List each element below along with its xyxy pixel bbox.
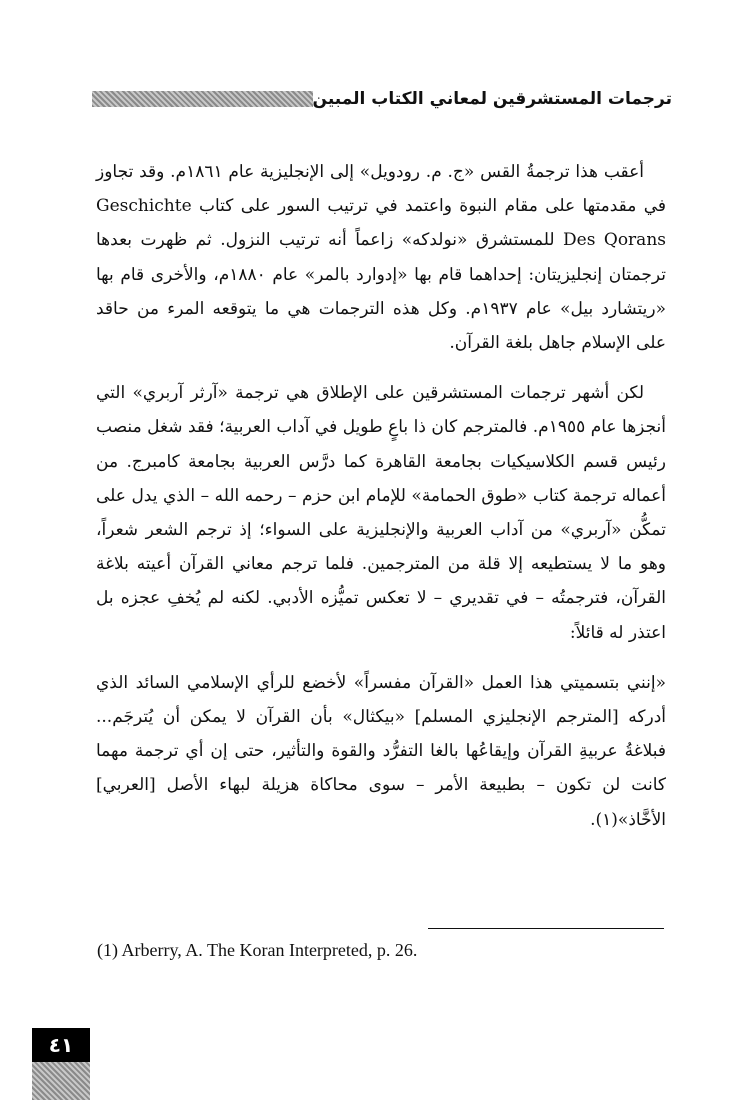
paragraph-2: لكن أشهر ترجمات المستشرقين على الإطلاق هي ترجمة «آرثر آربري» التي أنجزها عام ١٩٥٥م. فالمترجم كان ذا باعٍ طويل في آداب العربية؛ فقد شغل منصب رئيس قسم الكلاسيكيات بجامعة القاهرة كما درَّس العربية بجامعة كامبرج. من أعماله ترجمة كتاب «طوق الحمامة» للإمام ابن حزم – رحمه الله – الذي يدل على تمكُّن «آربري» من آداب العربية والإنجليزية على السواء؛ إذ ترجم الشعر شعراً، وهو ما لا يستطيعه إلا قلة من المترجمين. فلما ترجم معاني القرآن أعيته بلاغة القرآن، فترجمتُه – في تقديري – لا تعكس تميُّزه الأدبي. لكنه لم يُخفِ عجزه بل اعتذر له قائلاً:	[96, 383, 666, 643]
footnote: (1) Arberry, A. The Koran Interpreted, p. 26.	[97, 940, 418, 960]
page-corner-decoration	[32, 1062, 90, 1100]
header-title: ترجمات المستشرقين لمعاني الكتاب المبين	[312, 89, 672, 109]
footnote-separator	[428, 928, 664, 929]
paragraph-1: أعقب هذا ترجمةُ القس «ج. م. رودويل» إلى الإنجليزية عام ١٨٦١م. وقد تجاوز في مقدمتها على مقام النبوة واعتمد في ترتيب السور على كتاب Geschichte Des Qorans للمستشرق «نولدكه» زاعماً أنه ترتيب النزول. ثم ظهرت بعدها ترجمتان إنجليزيتان: إحداهما قام بها «إدوارد بالمر» عام ١٨٨٠م، والأخرى قام بها «ريتشارد بيل» عام ١٩٣٧م. وكل هذه الترجمات هي ما يتوقعه المرء من حاقد على الإسلام جاهل بلغة القرآن.	[96, 162, 666, 354]
quote-paragraph: «إنني بتسميتي هذا العمل «القرآن مفسراً» لأخضع للرأي الإسلامي السائد الذي أدركه [المترجم الإنجليزي المسلم] «بيكثال» بأن القرآن لا يمكن أن يُترجَم... فبلاغةُ عربيةِ القرآن وإيقاعُها بالغا التفرُّد والقوة والتأثير، حتى إن أي ترجمة مهما كانت لن تكون – بطبيعة الأمر – سوى محاكاة هزيلة لبهاء الأصل [العربي] الأخَّاذ»(١).	[96, 672, 666, 830]
page-number: ٤١	[32, 1028, 90, 1062]
header-decorative-bar	[92, 91, 313, 107]
running-header	[92, 86, 672, 112]
body-text	[96, 155, 666, 853]
